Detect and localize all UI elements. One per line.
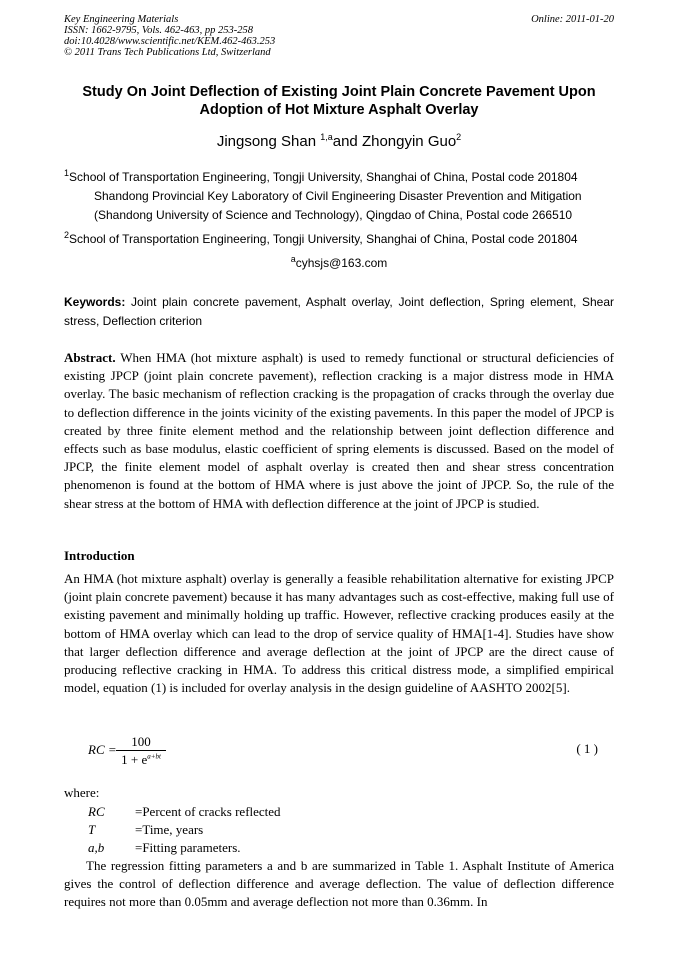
equation-exponent: a+bt (147, 752, 161, 761)
journal-name: Key Engineering Materials (64, 14, 179, 25)
equation-fraction (116, 734, 166, 768)
author-2-sup: 2 (456, 132, 462, 142)
variable-definition: =Time, years (135, 822, 204, 838)
variable-definition: =Fitting parameters. (135, 840, 241, 856)
author-2: and Zhongyin Guo (332, 133, 457, 150)
abstract-label: Abstract. (64, 350, 116, 365)
where-label: where: (64, 785, 100, 800)
introduction-text: An HMA (hot mixture asphalt) overlay is generally a feasible rehabilitation alternative for existing JPCP (joint plain concrete pavement) because it has many advantages such as cost-effective, making full use of existing pavement and minimally holding up traffic. However, reflective cracking produces easily at the bottom of HMA overlay which can lead to the drop of service quality of HMA[1-4]. Studies have show that larger deflection difference and average deflection at the joint of JPCP are the direct cause of producing reflective cracking in HMA. To address this critical distress mode, a simplified empirical model, equation (1) is included for overlay analysis in the design guideline of AASHTO 2002[5]. (64, 571, 614, 696)
affiliation-1 (64, 168, 614, 225)
equation-number: ( 1 ) (576, 741, 598, 756)
equation-denominator-base: 1 + e (121, 752, 148, 767)
page-header (64, 14, 614, 58)
keywords (64, 293, 614, 331)
aff1-line1: School of Transportation Engineering, Tongji University, Shanghai of China, Postal code 201804 (69, 170, 578, 184)
doi-line: doi:10.4028/www.scientific.net/KEM.462-463.253 (64, 36, 276, 47)
aff1-sup: 1 (64, 168, 70, 178)
aff1-line3: (Shandong University of Science and Technology), Qingdao of China, Postal code 266510 (94, 208, 573, 222)
email-address: cyhsjs@163.com (295, 256, 388, 270)
keywords-text: Joint plain concrete pavement, Asphalt overlay, Joint deflection, Spring element, Shear stress, Deflection criterion (64, 295, 614, 328)
affiliation-2 (64, 230, 614, 249)
author-1-sup: 1,a (320, 132, 333, 142)
equation-denominator (116, 751, 166, 768)
variable-symbol: a,b (88, 840, 105, 856)
abstract-text: When HMA (hot mixture asphalt) is used to remedy functional or structural deficiencies of existing JPCP (joint plain concrete pavement), reflection cracking is a major distress mode in HMA overlay. The basic mechanism of reflection cracking is the propagation of cracks through the overlay due to deflection difference in the joints vicinity of the existing pavements. In this paper the model of JPCP is created by three finite element method and the relationship between joint deflection difference and effects such as base modulus, elastic coefficient of spring elements is discussed. Based on the model of JPCP, the finite element model of asphalt overlay is created then and shear stress concentration phenomenon is found at the bottom of HMA where is just above the joint of JPCP. So, the rule of the shear stress at the bottom of HMA with deflection difference at the joint of JPCP is studied. (64, 350, 614, 511)
paper-title: Study On Joint Deflection of Existing Joint Plain Concrete Pavement Upon Adoption of Hot Mixture Asphalt Overlay (82, 84, 596, 118)
keywords-label: Keywords: (64, 295, 126, 309)
aff2-sup: 2 (64, 230, 70, 240)
variable-symbol: T (88, 822, 96, 838)
email-sup: a (290, 254, 296, 264)
closing-paragraph: The regression fitting parameters a and b are summarized in Table 1. Asphalt Institute of America gives the control of deflection difference and average deflection. The value of deflection difference requires not more than 0.05mm and average deflection not more than 0.36mm. In (64, 858, 614, 910)
authors (64, 133, 614, 150)
equation-numerator: 100 (131, 734, 151, 749)
copyright-line: © 2011 Trans Tech Publications Ltd, Switzerland (64, 47, 271, 58)
introduction-heading: Introduction (64, 548, 135, 563)
aff2-line1: School of Transportation Engineering, Tongji University, Shanghai of China, Postal code 201804 (69, 232, 578, 246)
online-date: Online: 2011-01-20 (531, 14, 614, 25)
abstract (64, 349, 614, 513)
variable-symbol: RC (88, 804, 105, 819)
issn-line: ISSN: 1662-9795, Vols. 462-463, pp 253-258 (64, 25, 253, 36)
email (64, 256, 614, 270)
aff1-line2: Shandong Provincial Key Laboratory of Civil Engineering Disaster Prevention and Mitigation (94, 189, 582, 203)
variable-definition: =Percent of cracks reflected (135, 804, 281, 819)
equation-lhs: RC = (88, 742, 117, 757)
author-1: Jingsong Shan (216, 133, 321, 150)
